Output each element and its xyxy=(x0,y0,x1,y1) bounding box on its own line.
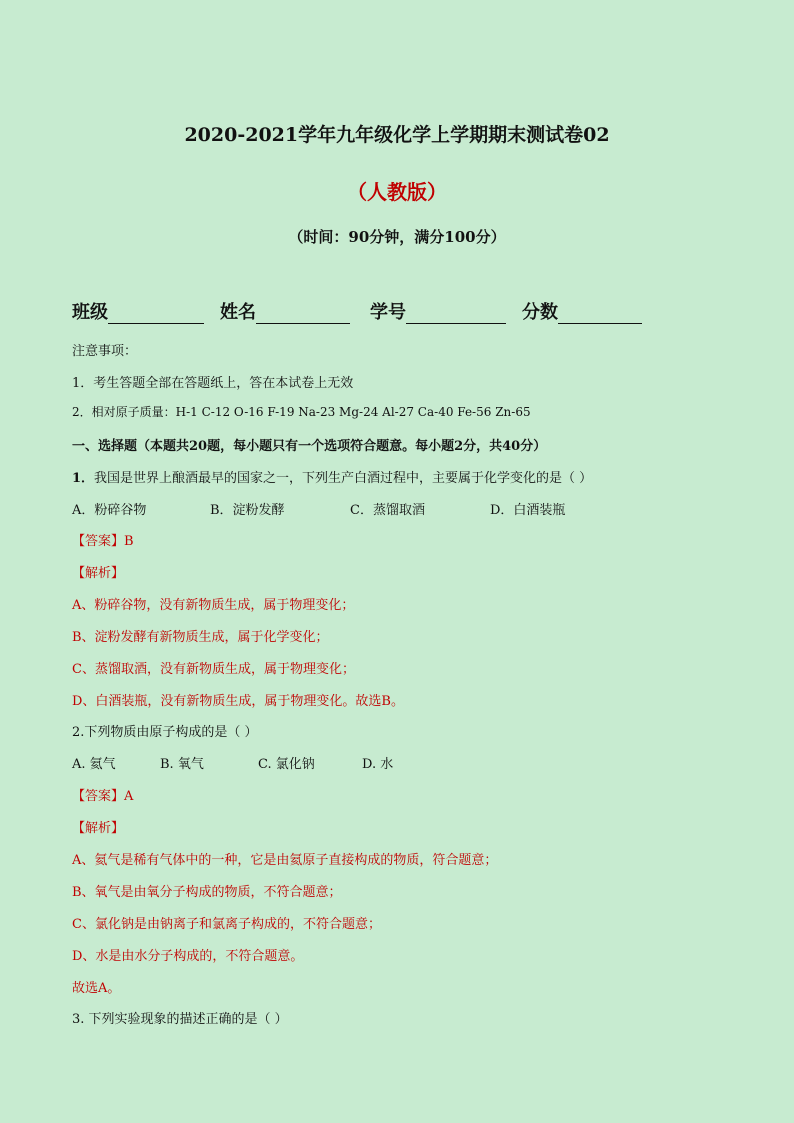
analysis-line: D、水是由水分子构成的，不符合题意。 xyxy=(72,949,304,964)
option-d: D．白酒装瓶 xyxy=(490,503,566,518)
analysis-label: 【解析】 xyxy=(72,821,125,836)
analysis-line: B、氧气是由氧分子构成的物质，不符合题意； xyxy=(72,885,342,900)
question-stem: 下列实验现象的描述正确的是（ ） xyxy=(84,1012,288,1027)
question-number: 2. xyxy=(72,725,85,740)
score-field[interactable] xyxy=(558,305,642,324)
score-label: 分数 xyxy=(522,302,558,323)
answer-label: 【答案】A xyxy=(72,789,134,804)
conclusion-line: 故选A。 xyxy=(72,981,121,996)
analysis-line: A、氦气是稀有气体中的一种，它是由氦原子直接构成的物质，符合题意； xyxy=(72,853,498,868)
notes-heading: 注意事项： xyxy=(72,344,138,359)
option-a: A．粉碎谷物 xyxy=(72,503,147,518)
option-b: B. 氧气 xyxy=(160,757,204,772)
section-heading: 一、选择题（本题共20题，每小题只有一个选项符合题意。每小题2分，共40分） xyxy=(72,439,547,454)
name-field[interactable] xyxy=(256,305,350,324)
analysis-line: A、粉碎谷物，没有新物质生成，属于物理变化； xyxy=(72,598,355,613)
student-id-label: 学号 xyxy=(370,302,406,323)
time-info: （时间：90分钟，满分100分） xyxy=(288,228,506,246)
question-number: 3. xyxy=(72,1012,85,1027)
question-number: 1． xyxy=(72,471,95,486)
student-id-field[interactable] xyxy=(406,305,506,324)
question-2-options xyxy=(72,753,393,772)
question-3 xyxy=(72,1008,288,1027)
option-c: C. 氯化钠 xyxy=(258,757,315,772)
class-label: 班级 xyxy=(72,302,108,323)
option-a: A. 氦气 xyxy=(72,757,116,772)
exam-title: 2020-2021学年九年级化学上学期期末测试卷02 xyxy=(184,124,610,146)
question-stem: 我国是世界上酿酒最早的国家之一，下列生产白酒过程中，主要属于化学变化的是（ ） xyxy=(94,471,593,486)
question-stem: 下列物质由原子构成的是（ ） xyxy=(84,725,258,740)
class-field[interactable] xyxy=(108,305,204,324)
note-item-1: 1．考生答题全部在答题纸上，答在本试卷上无效 xyxy=(72,376,354,391)
option-b: B．淀粉发酵 xyxy=(210,503,285,518)
analysis-label: 【解析】 xyxy=(72,566,125,581)
question-1 xyxy=(72,467,592,486)
question-1-options xyxy=(72,499,565,518)
option-d: D. 水 xyxy=(362,757,394,772)
student-info-row xyxy=(72,298,642,324)
note-item-2: 2．相对原子质量：H-1 C-12 O-16 F-19 Na-23 Mg-24 Al-27 Ca-40 Fe-56 Zn-65 xyxy=(72,405,531,419)
answer-label: 【答案】B xyxy=(72,534,134,549)
edition-label: （人教版） xyxy=(347,180,447,204)
name-label: 姓名 xyxy=(220,302,256,323)
question-2 xyxy=(72,721,258,740)
option-c: C．蒸馏取酒 xyxy=(350,503,425,518)
analysis-line: B、淀粉发酵有新物质生成，属于化学变化； xyxy=(72,630,329,645)
analysis-line: C、氯化钠是由钠离子和氯离子构成的，不符合题意； xyxy=(72,917,381,932)
analysis-line: C、蒸馏取酒，没有新物质生成，属于物理变化； xyxy=(72,662,355,677)
analysis-line: D、白酒装瓶，没有新物质生成，属于物理变化。故选B。 xyxy=(72,694,404,709)
